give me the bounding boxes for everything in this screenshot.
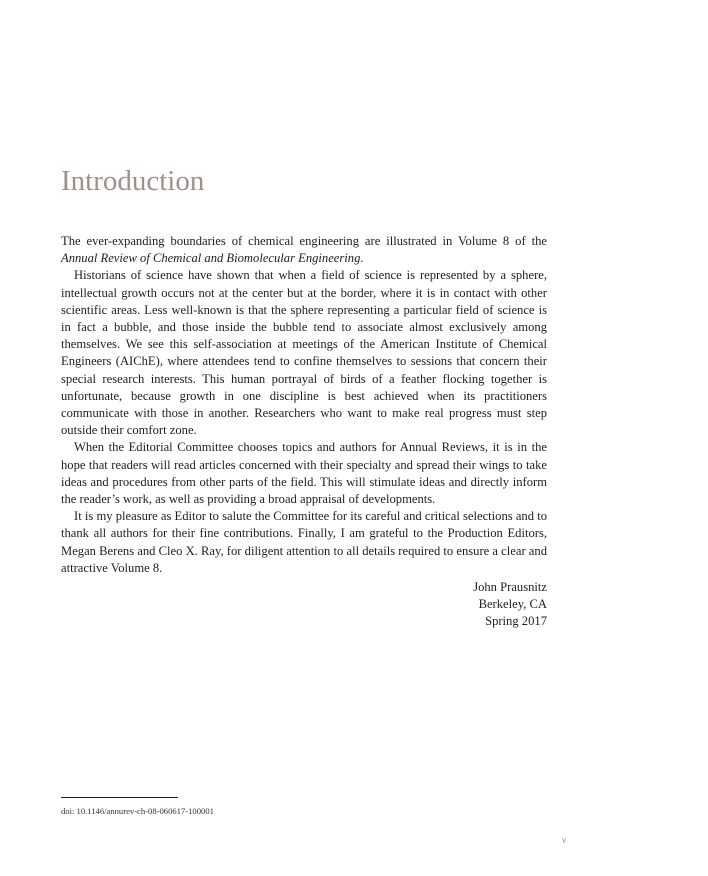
page-title: Introduction bbox=[61, 165, 205, 197]
signature-location: Berkeley, CA bbox=[478, 597, 547, 611]
paragraph-1 bbox=[61, 233, 547, 267]
footnote-divider bbox=[61, 797, 178, 798]
paragraph-4: It is my pleasure as Editor to salute the Committee for its careful and critical selections and to thank all authors for their fine contributions. Finally, I am grateful to the Production Editors, Megan Berens and Cleo X. Ray, for diligent attention to all details required to ensure a clear and attractive Volume 8. bbox=[61, 509, 547, 575]
paragraph-1-end: . bbox=[360, 251, 364, 266]
signature-name: John Prausnitz bbox=[473, 580, 547, 594]
doi-footnote: doi: 10.1146/annurev-ch-08-060617-100001 bbox=[61, 806, 214, 816]
signature-date: Spring 2017 bbox=[485, 614, 547, 628]
signature-block bbox=[473, 579, 547, 630]
paragraph-1-text: The ever-expanding boundaries of chemical engineering are illustrated in Volume 8 of the bbox=[61, 234, 547, 248]
paragraph-2: Historians of science have shown that when a field of science is represented by a sphere, intellectual growth occurs not at the center but at the border, where it is in contact with other scientific areas. Less well-known is that the sphere representing a particular field of science is in fact a bubble, and those inside the bubble tend to associate almost exclusively among themselves. We see this self-association at meetings of the American Institute of Chemical Engineers (AIChE), where attendees tend to confine themselves to sessions that concern their special research interests. This human portrayal of birds of a feather flocking together is unfortunate, because growth in one discipline is best achieved when its practitioners communicate with those in another. Researchers who want to make real progress must step outside their comfort zone. bbox=[61, 268, 547, 438]
journal-title: Annual Review of Chemical and Biomolecular Engineering bbox=[61, 251, 361, 266]
article-body bbox=[61, 233, 547, 577]
page-number: v bbox=[562, 835, 566, 845]
paragraph-3: When the Editorial Committee chooses topics and authors for Annual Reviews, it is in the hope that readers will read articles concerned with their specialty and spread their wings to take ideas and procedures from other parts of the field. This will stimulate ideas and directly inform the reader’s work, as well as providing a broad appraisal of developments. bbox=[61, 440, 547, 507]
